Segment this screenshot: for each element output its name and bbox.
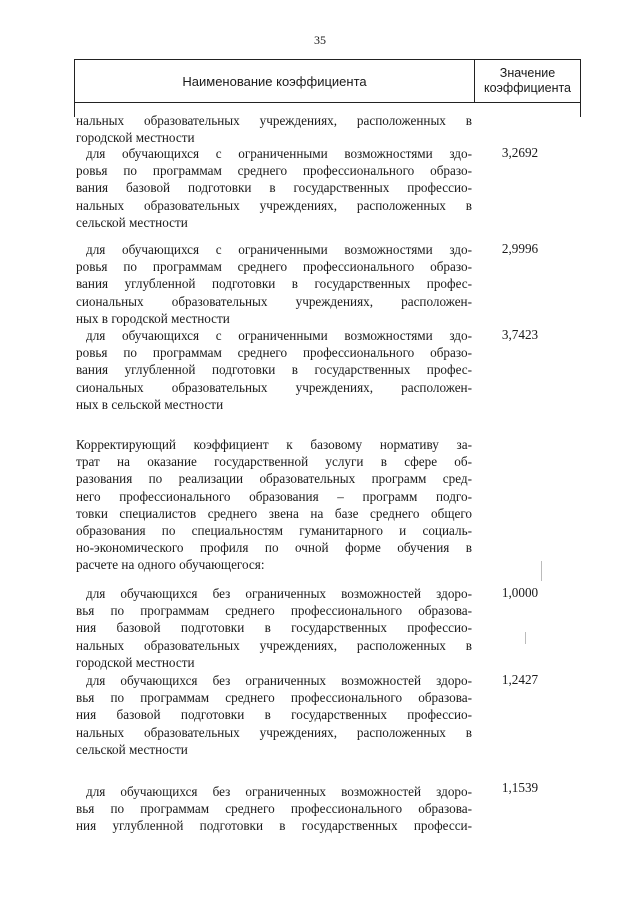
text-line: ния углубленной подготовки в государственных професси- [76, 818, 472, 834]
text-line: вья по программам среднего профессионального образова- [76, 801, 472, 817]
column-header-value-line2: коэффициента [483, 81, 572, 95]
text-line: нальных образовательных учреждениях, расположенных в [76, 197, 472, 213]
right-table-rule [580, 103, 581, 117]
text-line: но-экономического профиля по очной форме обучения в [76, 540, 472, 556]
text-line: ровья по программам среднего профессионального образо- [76, 259, 472, 275]
text-line: городской местности [76, 130, 195, 146]
coefficient-value: 3,7423 [501, 327, 539, 342]
column-header-value-line1: Значение [499, 66, 556, 80]
text-line: вания углубленной подготовки в государственных профес- [76, 362, 472, 378]
text-line: ных в сельской местности [76, 396, 224, 412]
coefficient-value: 1,0000 [501, 585, 539, 600]
text-line: товки специалистов среднего звена на базе среднего общего [76, 505, 472, 521]
text-line: сельской местности [76, 214, 188, 230]
text-line: образования по специальностям гуманитарного и социаль- [76, 523, 472, 539]
text-line: сиональных образовательных учреждениях, расположен- [76, 293, 472, 309]
page-number: 35 [314, 33, 326, 47]
text-line: нальных образовательных учреждениях, расположенных в [76, 113, 472, 128]
text-line: разования по реализации образовательных программ сред- [76, 471, 472, 487]
text-line: ных в городской местности [76, 310, 230, 326]
left-table-rule [74, 103, 75, 117]
text-line: вья по программам среднего профессионального образова- [76, 603, 472, 619]
coefficient-value: 1,2427 [501, 672, 539, 687]
text-line: для обучающихся с ограниченными возможностями здо- [86, 242, 472, 257]
scan-mark [541, 561, 542, 581]
text-line: сельской местности [76, 741, 188, 757]
column-header-value [475, 60, 580, 102]
table-header [74, 59, 581, 103]
text-line: для обучающихся с ограниченными возможностями здо- [86, 328, 472, 343]
text-line: нальных образовательных учреждениях, расположенных в [76, 637, 472, 653]
text-line: вания углубленной подготовки в государственных профес- [76, 276, 472, 292]
column-header-name: Наименование коэффициента [75, 60, 475, 102]
coefficient-text [76, 327, 472, 413]
text-line: ровья по программам среднего профессионального образо- [76, 163, 472, 179]
coefficient-text [76, 145, 472, 231]
coefficient-value: 2,9996 [501, 241, 539, 256]
text-line: для обучающихся без ограниченных возможностей здоро- [86, 586, 472, 601]
scan-mark [525, 632, 526, 644]
coefficient-text [76, 241, 472, 327]
text-line: него профессионального образования – программ подго- [76, 488, 472, 504]
text-line: вья по программам среднего профессионального образова- [76, 690, 472, 706]
text-line: нальных образовательных учреждениях, расположенных в [76, 724, 472, 740]
coefficient-text [76, 783, 472, 835]
text-line: для обучающихся без ограниченных возможностей здоро- [86, 673, 472, 688]
text-line: для обучающихся с ограниченными возможностями здо- [86, 146, 472, 161]
coefficient-text [76, 672, 472, 758]
text-line: городской местности [76, 654, 195, 670]
text-line: для обучающихся без ограниченных возможностей здоро- [86, 784, 472, 799]
text-line: трат на оказание государственной услуги в сфере об- [76, 454, 472, 470]
coefficient-value: 1,1539 [501, 780, 539, 795]
text-line: ровья по программам среднего профессионального образо- [76, 345, 472, 361]
text-line: сиональных образовательных учреждениях, расположен- [76, 379, 472, 395]
coefficient-text [76, 112, 472, 146]
coefficient-text [76, 585, 472, 671]
text-line: вания базовой подготовки в государственных профессио- [76, 180, 472, 196]
text-line: ния базовой подготовки в государственных профессио- [76, 707, 472, 723]
coefficient-text [76, 436, 472, 574]
text-line: расчете на одного обучающегося: [76, 557, 265, 573]
text-line: Корректирующий коэффициент к базовому нормативу за- [76, 437, 472, 452]
coefficient-value: 3,2692 [501, 145, 539, 160]
text-line: ния базовой подготовки в государственных профессио- [76, 620, 472, 636]
